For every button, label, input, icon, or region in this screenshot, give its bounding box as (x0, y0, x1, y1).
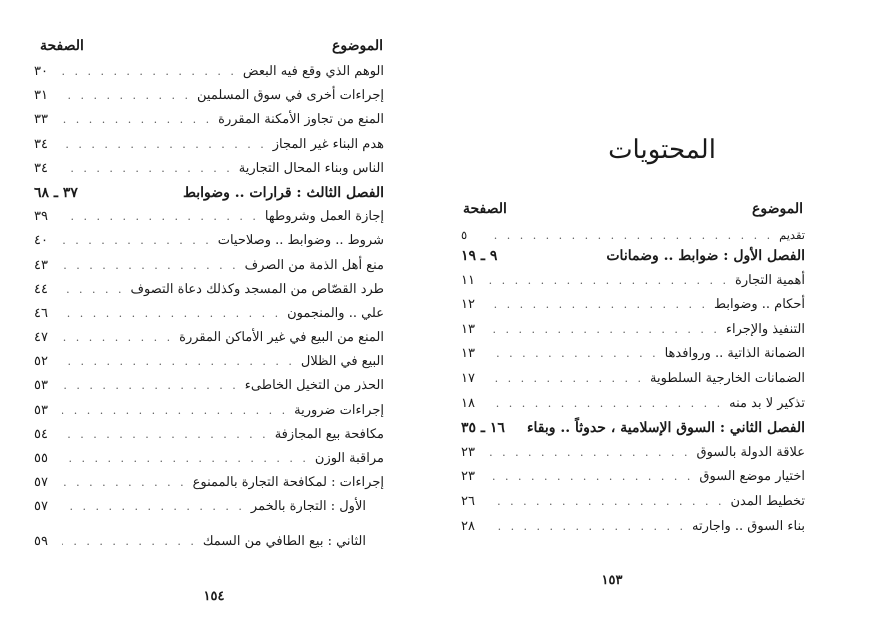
toc-entry-row (34, 258, 384, 282)
toc-entry-title: الناس وبناء المحال التجارية (238, 160, 384, 176)
toc-list (461, 228, 805, 543)
toc-entry-page: ٢٨ (461, 518, 475, 534)
toc-entry-page: ٤٠ (34, 233, 48, 249)
toc-entry-row (34, 161, 384, 185)
dot-leader (62, 138, 267, 151)
toc-entry-title: الضمانة الذاتية .. وروافدها (664, 346, 805, 362)
toc-entry-page: ٣٣ (34, 112, 48, 128)
dot-leader (489, 520, 686, 533)
toc-entry-title: طرد القصّاص من المسجد وكذلك دعاة التصوف (130, 281, 384, 297)
toc-entry-title: الفصل الثاني : السوق الإسلامية ، حدوثاً .. وبقاء (526, 420, 805, 437)
toc-entry-page: ٤٧ (34, 330, 48, 346)
toc-entry-row (461, 445, 805, 470)
toc-entry-row (34, 475, 384, 499)
toc-entry-row (34, 451, 384, 475)
toc-entry-page: ٥٣ (34, 378, 48, 394)
toc-entry-title: منع أهل الذمة من الصرف (244, 257, 384, 273)
toc-entry-page: ١٧ (461, 370, 475, 386)
toc-entry-row (34, 427, 384, 451)
toc-entry-page: ٢٣ (461, 444, 475, 460)
toc-entry-row (34, 354, 384, 378)
toc-entry-title: علاقة الدولة بالسوق (696, 444, 805, 460)
toc-entry-row (34, 534, 384, 558)
toc-entry-page: ١١ (461, 272, 475, 288)
page-number: ١٥٤ (203, 589, 225, 604)
toc-entry-page: ٢٦ (461, 493, 475, 509)
toc-entry-row (461, 273, 805, 298)
toc-entry-row (461, 519, 805, 544)
dot-leader (489, 446, 690, 459)
dot-leader (62, 404, 288, 417)
toc-entry-row (34, 88, 384, 112)
dot-leader (62, 500, 245, 513)
toc-entry-page: ٥٧ (34, 475, 48, 491)
toc-entry-title: اختيار موضع السوق (699, 469, 805, 485)
dot-leader (489, 495, 724, 508)
dot-leader (489, 298, 708, 311)
dot-leader (62, 162, 233, 175)
dot-leader (489, 323, 720, 336)
toc-entry-title: الوهم الذي وقع فيه البعض (242, 64, 384, 79)
toc-entry-page: ٥٤ (34, 426, 48, 442)
toc-entry-page: ١٣ (461, 346, 475, 362)
toc-entry-title: المنع من تجاوز الأمكنة المقررة (218, 112, 384, 128)
toc-entry-title: المنع من البيع في غير الأماكن المقررة (179, 330, 384, 346)
toc-entry-row (34, 137, 384, 161)
dot-leader (489, 229, 773, 242)
toc-entry-page: ٤٤ (34, 281, 48, 297)
toc-column-header (463, 201, 803, 217)
toc-entry-title: بناء السوق .. واجارته (691, 518, 805, 534)
toc-entry-row (34, 282, 384, 306)
toc-entry-row (461, 322, 805, 347)
dot-leader (62, 234, 212, 247)
toc-entry-row (34, 403, 384, 427)
page-column-label: الصفحة (40, 38, 84, 54)
toc-entry-page: ٣٤ (34, 136, 48, 152)
dot-leader (62, 452, 309, 465)
toc-entry-page: ٣٧ ـ ٦٨ (34, 184, 78, 201)
toc-chapter-row (461, 248, 805, 273)
toc-entry-page: ١٦ ـ ٣٥ (461, 420, 505, 437)
toc-entry-title: الفصل الأول : ضوابط .. وضمانات (606, 248, 805, 264)
toc-entry-title: مراقبة الوزن (314, 451, 384, 466)
toc-entry-page: ١٢ (461, 297, 475, 313)
toc-entry-row (461, 469, 805, 494)
toc-chapter-row (461, 420, 805, 445)
toc-chapter-row (34, 185, 384, 209)
toc-entry-row (34, 209, 384, 233)
toc-entry-row (461, 346, 805, 371)
toc-entry-title: تخطيط المدن (730, 493, 805, 509)
right-book-page (437, 0, 875, 639)
topic-column-label: الموضوع (332, 38, 383, 54)
toc-entry-title: إجراءات أخرى في سوق المسلمين (197, 88, 384, 104)
dot-leader (62, 113, 212, 126)
dot-leader (62, 379, 239, 392)
toc-entry-page: ١٨ (461, 395, 475, 411)
toc-entry-title: الحذر من التخيل الخاطىء (244, 378, 384, 394)
dot-leader (62, 283, 125, 296)
toc-entry-page: ٤٦ (34, 305, 48, 321)
toc-entry-title: التنفيذ والإجراء (725, 321, 805, 337)
dot-leader (62, 331, 173, 344)
dot-leader (62, 89, 191, 102)
toc-entry-title: هدم البناء غير المجاز (272, 136, 384, 152)
toc-entry-page: ٥٣ (34, 402, 48, 418)
dot-leader (489, 274, 729, 287)
toc-entry-title: الأول : التجارة بالخمر (250, 499, 366, 515)
toc-entry-title: الثاني : بيع الطافي من السمك (202, 533, 366, 549)
topic-column-label: الموضوع (752, 201, 803, 217)
toc-entry-title: إجراءات ضرورية (294, 402, 384, 418)
toc-entry-title: تقديم (779, 228, 805, 242)
toc-entry-row (461, 297, 805, 322)
dot-leader (62, 307, 281, 320)
toc-entry-page: ٣٩ (34, 209, 48, 225)
dot-leader (62, 355, 295, 368)
toc-entry-title: البيع في الظلال (300, 354, 384, 370)
left-book-page (0, 0, 437, 639)
toc-entry-page: ٣٠ (34, 64, 48, 79)
toc-entry-row (461, 494, 805, 519)
toc-entry-page: ٩ ـ ١٩ (461, 248, 498, 264)
dot-leader (62, 428, 269, 441)
toc-entry-page: ٣١ (34, 88, 48, 104)
toc-entry-title: علي .. والمنجمون (287, 305, 384, 321)
toc-entry-row (461, 371, 805, 396)
dot-leader (62, 259, 239, 272)
toc-entry-page: ٤٣ (34, 257, 48, 273)
toc-entry-title: أهمية التجارة (735, 272, 805, 288)
toc-entry-page: ٥٥ (34, 451, 48, 466)
page-column-label: الصفحة (463, 201, 507, 217)
toc-entry-row (461, 228, 805, 248)
toc-entry-row (34, 233, 384, 257)
dot-leader (489, 397, 723, 410)
toc-entry-row (34, 306, 384, 330)
toc-column-header (40, 38, 383, 54)
dot-leader (62, 210, 259, 223)
dot-leader (489, 347, 659, 360)
toc-entry-row (34, 378, 384, 402)
dot-leader (62, 476, 187, 489)
toc-entry-title: إجراءات : لمكافحة التجارة بالممنوع (192, 475, 384, 491)
toc-entry-title: أحكام .. وضوابط (714, 297, 805, 313)
toc-entry-title: إجازة العمل وشروطها (264, 209, 384, 225)
toc-entry-row (34, 64, 384, 88)
toc-entry-page: ٢٣ (461, 469, 475, 485)
toc-entry-row (34, 499, 384, 523)
toc-entry-title: الفصل الثالث : قرارات .. وضوابط (182, 184, 384, 201)
toc-entry-page: ٣٤ (34, 160, 48, 176)
toc-entry-title: شروط .. وضوابط .. وصلاحيات (217, 233, 384, 249)
toc-entry-page: ٥٢ (34, 354, 48, 370)
dot-leader (489, 470, 693, 483)
dot-leader (489, 372, 644, 385)
dot-leader (62, 535, 197, 548)
toc-entry-page: ٥٩ (34, 533, 48, 549)
toc-entry-row (34, 112, 384, 136)
toc-entry-page: ٥٧ (34, 499, 48, 515)
toc-entry-title: مكافحة بيع المجازفة (274, 426, 384, 442)
dot-leader (62, 65, 237, 78)
toc-entry-page: ١٣ (461, 321, 475, 337)
toc-entry-row (34, 330, 384, 354)
contents-title: المحتويات (608, 135, 716, 165)
toc-list (34, 64, 384, 558)
page-number: ١٥٣ (601, 573, 623, 588)
toc-entry-title: الضمانات الخارجية السلطوية (650, 370, 805, 386)
toc-entry-title: تذكير لا بد منه (729, 395, 805, 411)
toc-entry-page: ٥ (461, 228, 468, 242)
toc-entry-row (461, 396, 805, 421)
